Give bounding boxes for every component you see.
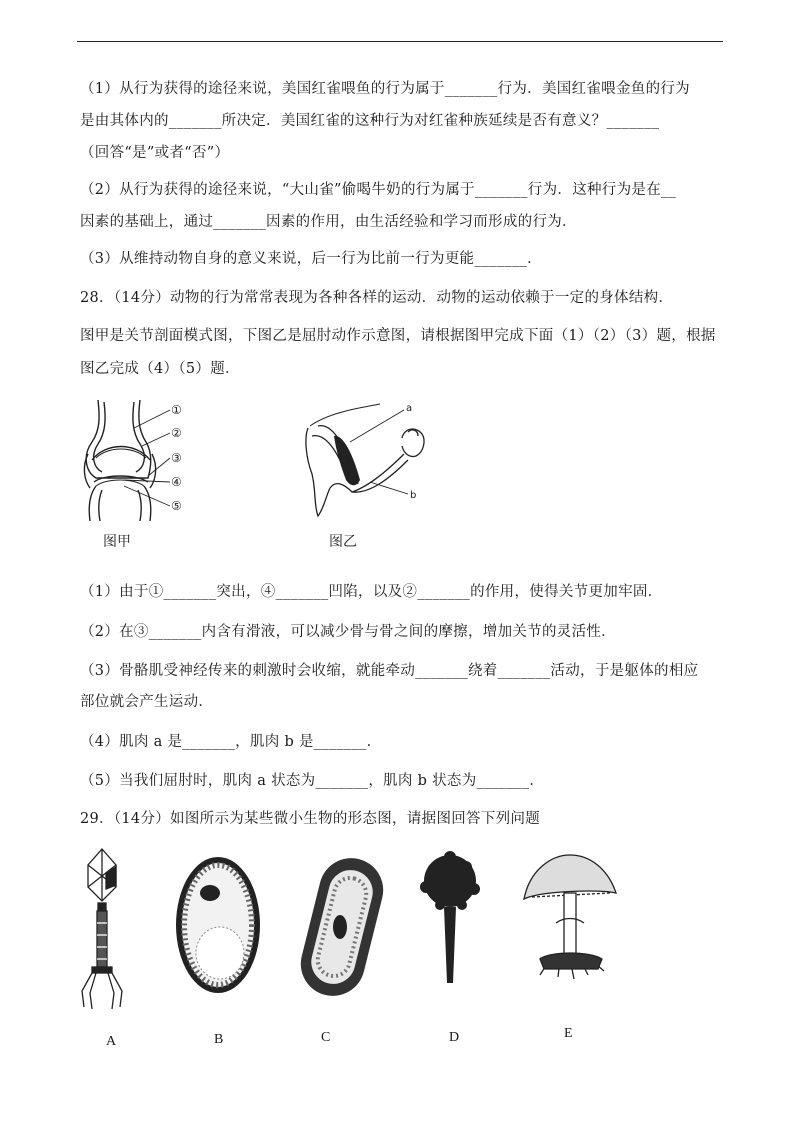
microorganisms-figure — [70, 843, 630, 1023]
figure-yi-caption: 图乙 — [329, 534, 357, 550]
joint-marker-5: ⑤ — [171, 499, 182, 513]
microbe-letter-d: D — [449, 1030, 460, 1045]
q28-stem-line1: 28．（14分）动物的行为常常表现为各种各样的运动．动物的运动依赖于一定的身体结构． — [80, 290, 674, 306]
microbe-letter-e: E — [564, 1026, 573, 1041]
q28-4-line: （4）肌肉 a 是_______，肌肉 b 是_______． — [80, 734, 382, 750]
q27-3-line: （3）从维持动物自身的意义来说，后一行为比前一行为更能_______． — [80, 251, 542, 267]
mushroom-e-illustration — [524, 855, 616, 979]
cell-c-illustration — [294, 851, 390, 1002]
microbe-letter-c: C — [321, 1030, 331, 1045]
q28-1-line: （1）由于①_______突出，④_______凹陷，以及②_______的作用，使得关节更加牢固． — [80, 584, 663, 600]
q28-2-line: （2）在③_______内含有滑液，可以减少骨与骨之间的摩擦，增加关节的灵活性． — [80, 624, 616, 640]
joint-diagram — [78, 398, 198, 523]
q27-2-line2: 因素的基础上，通过_______因素的作用，由生活经验和学习而形成的行为． — [80, 214, 577, 230]
elbow-flexion-diagram — [300, 398, 440, 518]
q28-stem-line3: 图乙完成（4）（5）题． — [80, 361, 240, 377]
q27-1-line2: 是由其体内的_______所决定．美国红雀的这种行为对红雀种族延续是否有意义？_______ — [80, 113, 660, 129]
muscle-label-b: b — [410, 490, 417, 501]
microbe-letter-b: B — [214, 1032, 224, 1047]
joint-marker-4: ④ — [171, 475, 182, 489]
joint-marker-2: ② — [171, 426, 182, 440]
bacteriophage-illustration — [82, 849, 122, 1009]
q27-1-line3: （回答“是”或者“否”） — [80, 145, 230, 161]
microbe-letter-a: A — [106, 1034, 117, 1049]
figure-jia-caption: 图甲 — [103, 534, 131, 550]
muscle-label-a: a — [406, 403, 413, 414]
joint-marker-1: ① — [171, 403, 182, 417]
q28-stem-line2: 图甲是关节剖面模式图，下图乙是屈肘动作示意图，请根据图甲完成下面（1）（2）（3）题，根据 — [80, 328, 716, 344]
joint-marker-3: ③ — [171, 451, 182, 465]
cell-b-illustration — [176, 857, 260, 993]
mold-d-illustration — [420, 851, 480, 983]
q27-2-line1: （2）从行为获得的途径来说，“大山雀”偷喝牛奶的行为属于_______行为．这种行为是在__ — [80, 182, 677, 198]
q29-stem-line: 29．（14分）如图所示为某些微小生物的形态图，请据图回答下列问题 — [80, 811, 541, 827]
q27-1-line1: （1）从行为获得的途径来说，美国红雀喂鱼的行为属于_______行为．美国红雀喂金鱼的行为 — [80, 81, 690, 97]
q28-3-line2: 部位就会产生运动． — [80, 694, 214, 710]
header-rule — [77, 41, 723, 42]
q28-5-line: （5）当我们屈肘时，肌肉 a 状态为_______，肌肉 b 状态为_______． — [80, 773, 545, 789]
q28-3-line1: （3）骨骼肌受神经传来的刺激时会收缩，就能牵动_______绕着_______活动，于是躯体的相应 — [80, 663, 699, 679]
